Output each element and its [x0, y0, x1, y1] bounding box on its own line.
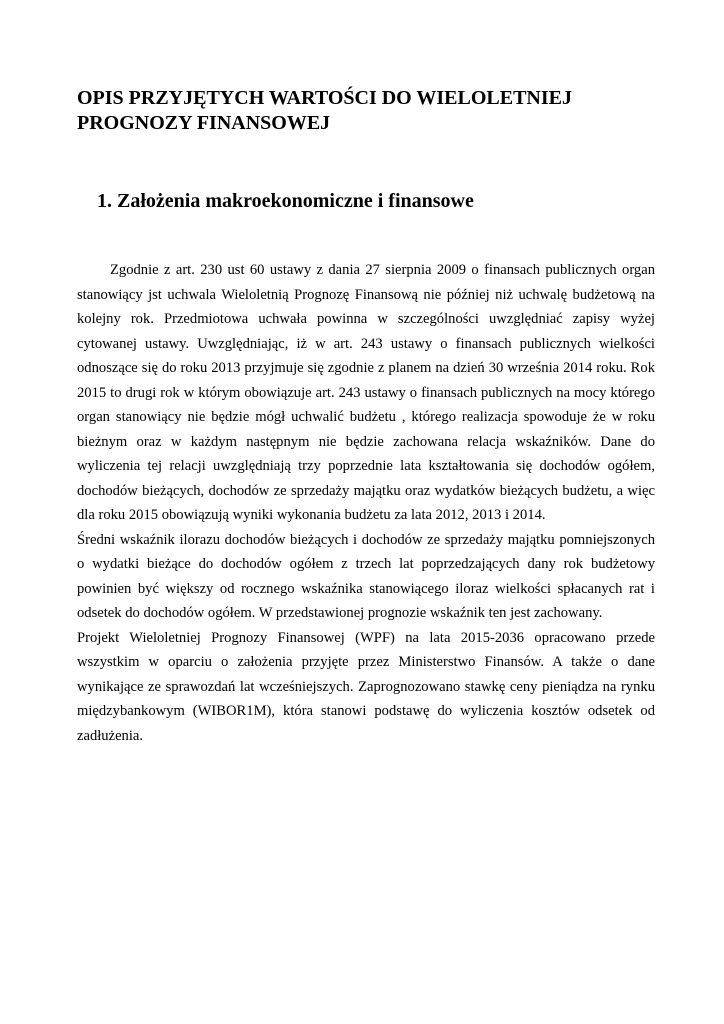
document-body — [77, 258, 655, 748]
document-title-line-2: PROGNOZY FINANSOWEJ — [77, 112, 331, 134]
document-title-line-1: OPIS PRZYJĘTYCH WARTOŚCI DO WIELOLETNIEJ — [77, 87, 572, 109]
paragraph-average-indicator: Średni wskaźnik ilorazu dochodów bieżących i dochodów ze sprzedaży majątku pomniejszonych o wydatki bieżące do dochodów ogółem z trzech lat poprzedzających dany rok budżetowy powinien być większy od rocznego wskaźnika stanowiącego iloraz wielkości spłacanych rat i odsetek do dochodów ogółem. W przedstawionej prognozie wskaźnik ten jest zachowany. — [77, 531, 655, 621]
paragraph-wpf-project: Projekt Wieloletniej Prognozy Finansowej (WPF) na lata 2015-2036 opracowano przede wszystkim w oparciu o założenia przyjęte przez Ministerstwo Finansów. A także o dane wynikające ze sprawozdań lat wcześniejszych. Zaprognozowano stawkę ceny pieniądza na rynku międzybankowym (WIBOR1M), która stanowi podstawę do wyliczenia kosztów odsetek od zadłużenia. — [77, 629, 655, 744]
document-title — [77, 86, 677, 136]
paragraph-legal-basis: Zgodnie z art. 230 ust 60 ustawy z dania 27 sierpnia 2009 o finansach publicznych organ stanowiący jst uchwala Wieloletnią Prognozę Finansową nie później niż uchwalę budżetową na kolejny rok. Przedmiotowa uchwała powinna w szczególności uwzględniać zapisy wyżej cytowanej ustawy. Uwzględniając, iż w art. 243 ustawy o finansach publicznych wielkości odnoszące się do roku 2013 przyjmuje się zgodnie z planem na dzień 30 września 2014 roku. Rok 2015 to drugi rok w którym obowiązuje art. 243 ustawy o finansach publicznych na mocy którego organ stanowiący nie będzie mógł uchwalić budżetu , którego realizacja spowoduje że w roku bieżnym oraz w każdym następnym nie będzie zachowana relacja wskaźników. Dane do wyliczenia tej relacji uwzględniają trzy poprzednie lata kształtowania się dochodów ogółem, dochodów bieżących, dochodów ze sprzedaży majątku oraz wydatków bieżących budżetu, a więc dla roku 2015 obowiązują wyniki wykonania budżetu za lata 2012, 2013 i 2014. — [77, 262, 655, 523]
section-heading: 1. Założenia makroekonomiczne i finansowe — [97, 190, 474, 212]
